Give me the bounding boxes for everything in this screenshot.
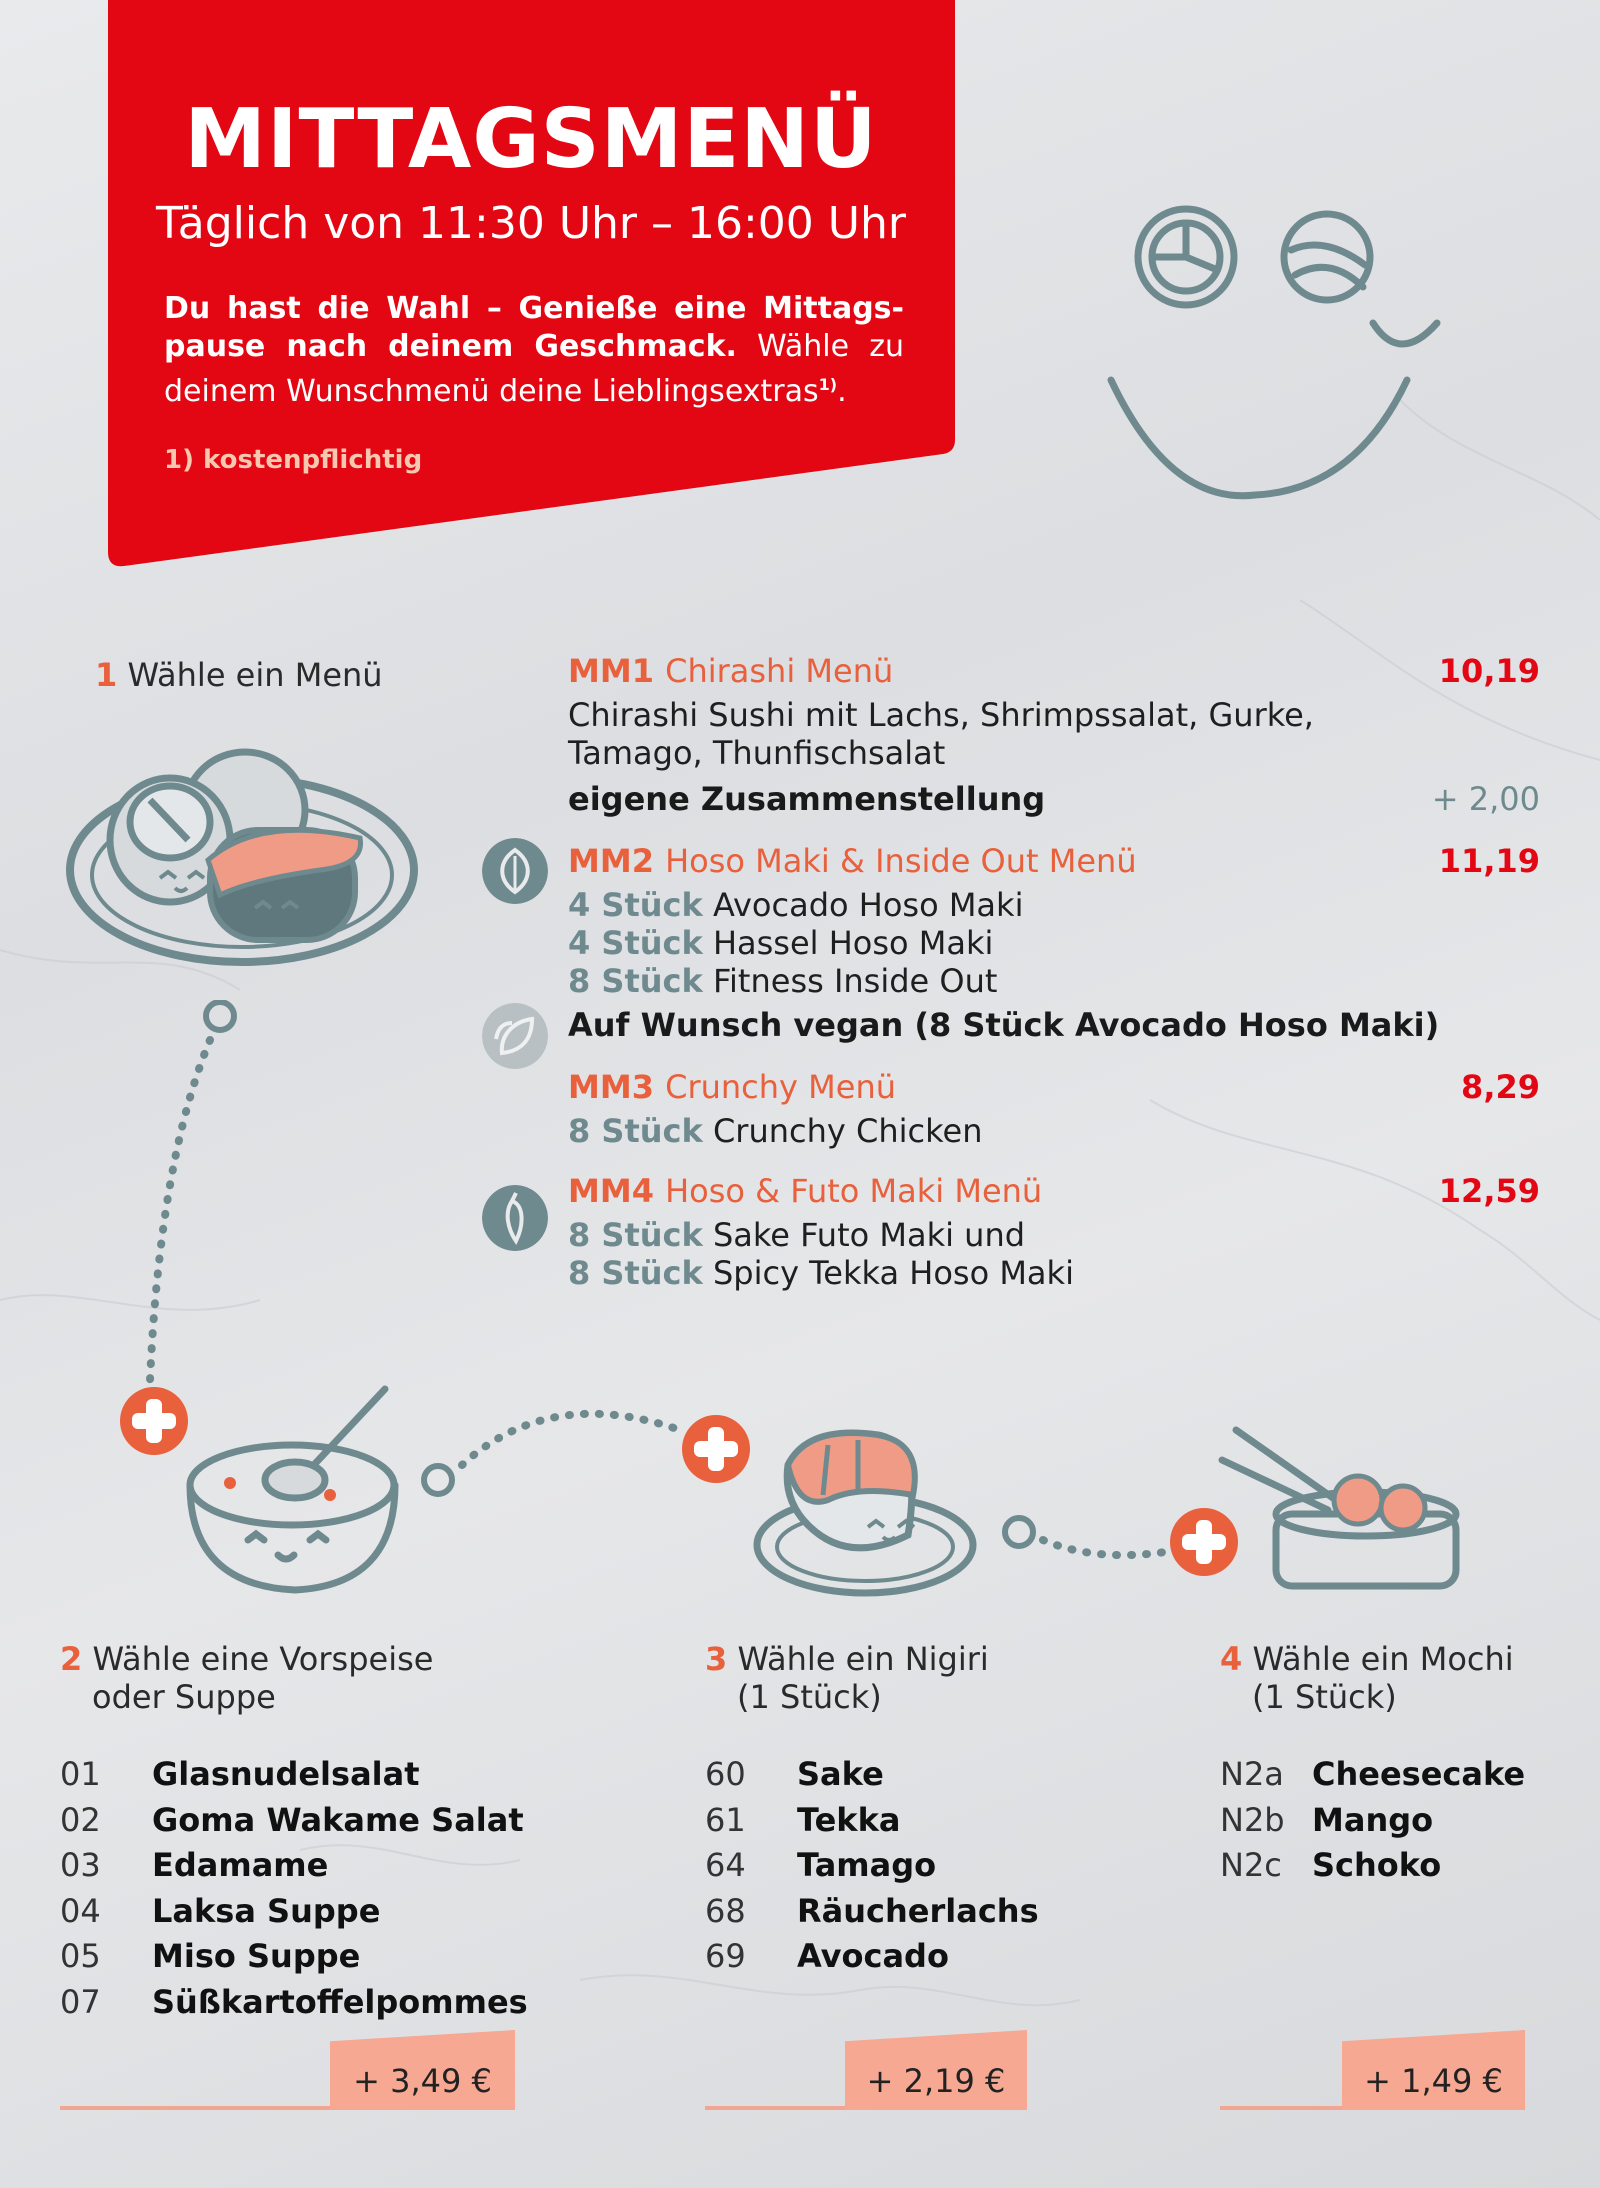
step2-label	[60, 1640, 433, 1716]
item-name: Goma Wakame Salat	[152, 1800, 524, 1839]
item-number: 61	[705, 1800, 746, 1839]
soup-bowl-icon	[180, 1375, 410, 1605]
list-item[interactable]	[60, 1889, 528, 1935]
menu-title	[568, 842, 1540, 886]
menu-item-mm2[interactable]	[568, 842, 1540, 1046]
list-item[interactable]	[705, 1843, 1039, 1889]
leaf-icon	[482, 838, 548, 904]
step3-text: Wähle ein Nigiri	[737, 1640, 989, 1678]
item-number: N2a	[1220, 1755, 1284, 1793]
extra-price: + 2,00	[1431, 780, 1540, 818]
menu-title	[568, 1068, 1540, 1112]
menu-item-mm4[interactable]	[568, 1172, 1540, 1292]
menu-item-mm3[interactable]	[568, 1068, 1540, 1150]
step1-text: Wähle ein Menü	[127, 656, 383, 694]
menu-price: 11,19	[1438, 842, 1540, 880]
list-item[interactable]	[705, 1798, 1039, 1844]
opening-hours: Täglich von 11:30 Uhr – 16:00 Uhr	[156, 198, 906, 249]
dotted-connector	[130, 1000, 240, 1400]
menu-title	[568, 1172, 1540, 1216]
list-item[interactable]	[60, 1752, 528, 1798]
quantity: 8 Stück	[568, 962, 703, 1000]
menu-description: Tamago, Thunfischsalat	[568, 734, 946, 772]
quantity: 8 Stück	[568, 1216, 703, 1254]
step4-price: + 1,49 €	[1364, 2062, 1503, 2100]
menu-list	[568, 652, 1540, 1314]
item-name: Avocado	[797, 1937, 949, 1975]
list-item[interactable]	[60, 1843, 528, 1889]
list-item[interactable]	[60, 1980, 528, 2026]
menu-price: 8,29	[1461, 1068, 1540, 1106]
quantity: 8 Stück	[568, 1254, 703, 1292]
menu-extra	[568, 778, 1540, 820]
intro-footnote-mark: 1)	[818, 375, 838, 394]
menu-name: Hoso & Futo Maki Menü	[665, 1172, 1043, 1210]
menu-code: MM1	[568, 652, 654, 690]
step3-text-2: (1 Stück)	[737, 1678, 882, 1716]
menu-code: MM2	[568, 842, 654, 880]
menu-price: 10,19	[1438, 652, 1540, 690]
list-item[interactable]	[1220, 1798, 1525, 1844]
item-number: 04	[60, 1891, 101, 1930]
intro-rest: Wähle zu deinem Wunschmenü deine Lieblingsextras	[164, 329, 905, 409]
menu-code: MM4	[568, 1172, 654, 1210]
step4-label	[1220, 1640, 1514, 1716]
item-name: Avocado Hoso Maki	[712, 886, 1024, 924]
step4-number: 4	[1220, 1640, 1243, 1678]
step3-label	[705, 1640, 989, 1716]
quantity: 4 Stück	[568, 924, 703, 962]
dotted-connector	[410, 1395, 690, 1505]
item-number: 60	[705, 1755, 746, 1793]
list-item[interactable]	[1220, 1843, 1525, 1889]
menu-code: MM3	[568, 1068, 654, 1106]
item-name: Süßkartoffelpommes	[152, 1982, 528, 2021]
item-name: Miso Suppe	[152, 1937, 361, 1975]
menu-price: 12,59	[1438, 1172, 1540, 1210]
menu-name: Crunchy Menü	[665, 1068, 896, 1106]
list-item[interactable]	[60, 1798, 528, 1844]
step4-text-2: (1 Stück)	[1252, 1678, 1397, 1716]
item-name: Sake Futo Maki und	[712, 1216, 1026, 1254]
item-name: Tekka	[797, 1800, 901, 1839]
item-name: Sake	[797, 1755, 884, 1793]
step1-number: 1	[95, 656, 118, 694]
menu-line	[568, 962, 1540, 1000]
item-number: 03	[60, 1846, 101, 1884]
menu-item-mm1[interactable]	[568, 652, 1540, 820]
item-number: N2b	[1220, 1800, 1285, 1839]
item-name: Spicy Tekka Hoso Maki	[712, 1254, 1074, 1292]
menu-line	[568, 886, 1540, 924]
item-name: Mango	[1312, 1800, 1434, 1839]
starter-list	[60, 1752, 528, 2025]
menu-extra	[568, 1004, 1540, 1046]
list-item[interactable]	[705, 1934, 1039, 1980]
step2-text-2: oder Suppe	[92, 1678, 276, 1716]
item-name: Cheesecake	[1312, 1755, 1526, 1793]
intro-text	[164, 290, 904, 411]
footnote: 1) kostenpflichtig	[164, 445, 423, 475]
quantity: 4 Stück	[568, 886, 703, 924]
dotted-connector	[995, 1500, 1175, 1570]
list-item[interactable]	[705, 1889, 1039, 1935]
menu-line	[568, 924, 1540, 962]
item-name: Schoko	[1312, 1846, 1442, 1884]
item-number: 05	[60, 1937, 101, 1975]
extra-label: eigene Zusammenstellung	[568, 780, 1046, 818]
item-name: Edamame	[152, 1846, 329, 1884]
mochi-bowl-icon	[1218, 1418, 1463, 1598]
item-number: 68	[705, 1891, 746, 1930]
menu-line	[568, 1216, 1540, 1254]
nigiri-plate-icon	[748, 1415, 983, 1600]
list-item[interactable]	[60, 1934, 528, 1980]
sushi-plate-icon	[60, 720, 430, 980]
item-number: 01	[60, 1755, 101, 1793]
quantity: 8 Stück	[568, 1112, 703, 1150]
step2-number: 2	[60, 1640, 83, 1678]
extra-label: Auf Wunsch vegan (8 Stück Avocado Hoso Maki)	[568, 1006, 1440, 1044]
item-number: 64	[705, 1846, 746, 1884]
menu-description: Chirashi Sushi mit Lachs, Shrimpssalat, Gurke,	[568, 696, 1314, 734]
plus-icon	[680, 1413, 752, 1485]
item-name: Hassel Hoso Maki	[712, 924, 994, 962]
menu-line	[568, 1254, 1540, 1292]
page-title: MITTAGSMENÜ	[184, 92, 878, 187]
step1-label	[95, 656, 383, 694]
chili-icon	[482, 1185, 548, 1251]
smiley-face-icon	[1095, 195, 1455, 515]
item-name: Tamago	[797, 1846, 937, 1884]
item-name: Laksa Suppe	[152, 1891, 381, 1930]
step3-number: 3	[705, 1640, 728, 1678]
step2-text: Wähle eine Vorspeise	[92, 1640, 434, 1678]
intro-end: .	[837, 374, 847, 409]
step3-price: + 2,19 €	[866, 2062, 1006, 2100]
list-item[interactable]	[705, 1752, 1039, 1798]
menu-line	[568, 1112, 1540, 1150]
item-number: 02	[60, 1800, 101, 1839]
item-number: 07	[60, 1982, 101, 2021]
nigiri-list	[705, 1752, 1039, 1980]
step4-text: Wähle ein Mochi	[1252, 1640, 1514, 1678]
step2-price-tag	[60, 2030, 515, 2110]
list-item[interactable]	[1220, 1752, 1525, 1798]
mochi-list	[1220, 1752, 1525, 1889]
step4-price-tag	[1220, 2030, 1525, 2110]
item-name: Räucherlachs	[797, 1891, 1039, 1930]
item-number: N2c	[1220, 1846, 1282, 1884]
step3-price-tag	[705, 2030, 1027, 2110]
item-number: 69	[705, 1937, 746, 1975]
menu-name: Chirashi Menü	[665, 652, 894, 690]
item-name: Fitness Inside Out	[712, 962, 998, 1000]
item-name: Glasnudelsalat	[152, 1755, 420, 1793]
intro-bold: Du hast die Wahl – Genieße eine Mittags-pause nach deinem Geschmack.	[164, 291, 904, 364]
item-name: Crunchy Chicken	[712, 1112, 983, 1150]
vegan-leaf-icon	[482, 1003, 548, 1069]
menu-name: Hoso Maki & Inside Out Menü	[665, 842, 1137, 880]
step2-price: + 3,49 €	[353, 2062, 492, 2100]
menu-title	[568, 652, 1540, 696]
